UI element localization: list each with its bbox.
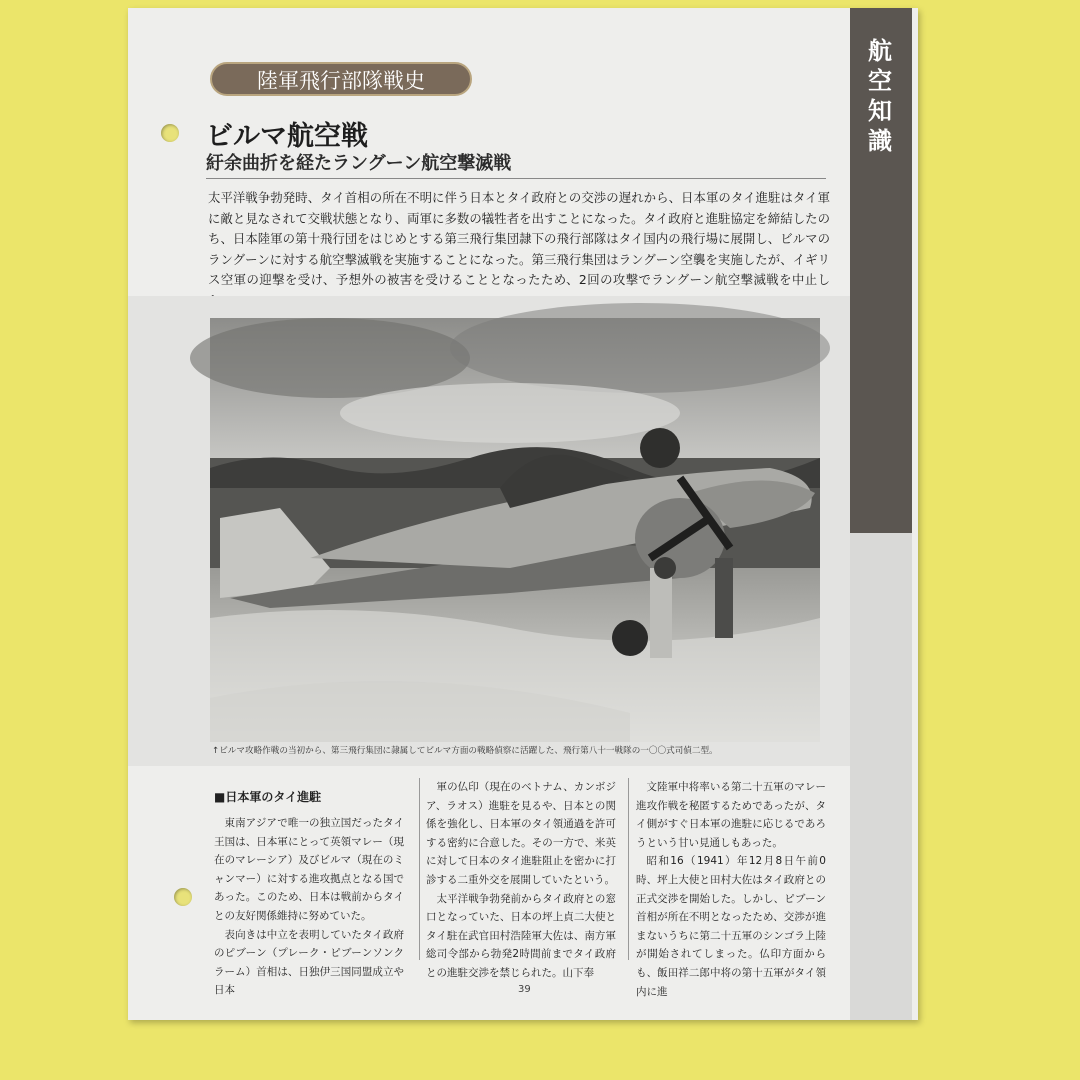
column-paragraph: 東南アジアで唯一の独立国だったタイ王国は、日本軍にとって英領マレー（現在のマレーシア）及びビルマ（現在のミャンマー）に対する進攻拠点となる国であった。このため、日本は戦前からタイとの友好関係維持に努めていた。 xyxy=(214,817,404,922)
column-paragraph: 軍の仏印（現在のベトナム、カンボジア、ラオス）進駐を見るや、日本との関係を強化し、日本軍のタイ領通過を許可する密約に合意した。その一方で、米英に対して日本のタイ進駐阻止を密かに打診する二重外交を展開していたという。 xyxy=(426,781,616,886)
section-side-tab xyxy=(850,8,912,533)
page-number: 39 xyxy=(518,984,531,995)
binder-hole xyxy=(161,124,179,142)
aircraft-photo-illustration xyxy=(210,318,820,742)
column-paragraph: 文陸軍中将率いる第二十五軍のマレー進攻作戦を秘匿するためであったが、タイ側がすぐ日本軍の進駐に応じるであろうという甘い見通しもあった。 xyxy=(636,781,826,849)
lead-paragraph: 太平洋戦争勃発時、タイ首相の所在不明に伴う日本とタイ政府との交渉の遅れから、日本軍のタイ進駐はタイ軍に敵と見なされて交戦状態となり、両軍に多数の犠牲者を出すことになった。タイ政府と進駐協定を締結したのち、日本陸軍の第十飛行団をはじめとする第三飛行集団隷下の飛行部隊はタイ国内の飛行場に展開し、ビルマのラングーンに対する航空撃滅戦を実施することになった。第三飛行集団はラングーン空襲を実施したが、イギリス空軍の迎撃を受け、予想外の被害を受けることとなったため、2回の攻撃でラングーン航空撃滅戦を中止し xyxy=(208,190,830,287)
column-paragraph: 太平洋戦争勃発前からタイ政府との窓口となっていた、日本の坪上貞二大使とタイ駐在武官田村浩陸軍大佐は、南方軍総司令部から勃発2時間前までタイ政府との進駐交渉を禁じられた。山下奉 xyxy=(426,892,616,979)
side-strip xyxy=(850,533,912,1020)
column-divider xyxy=(419,778,420,960)
text-column-3 xyxy=(636,778,826,998)
column-divider xyxy=(628,778,629,960)
magazine-page xyxy=(128,8,918,1020)
title-rule xyxy=(206,178,826,179)
binder-hole xyxy=(174,888,192,906)
photo-caption: ↑ビルマ攻略作戦の当初から、第三飛行集団に隷属してビルマ方面の戦略偵察に活躍した、飛行第八十一戦隊の一〇〇式司偵二型。 xyxy=(212,746,718,756)
aircraft-photo xyxy=(210,318,820,742)
section-heading: ■日本軍のタイ進駐 xyxy=(214,790,322,804)
side-tab-label: 航空知識 xyxy=(868,37,892,155)
column-paragraph: 昭和16（1941）年12月8日午前0時、坪上大使と田村大佐はタイ政府との正式交渉を開始した。しかし、ピブーン首相が所在不明となったため、交渉が進まないうちに第二十五軍のシンゴラ上陸が開始されてしまった。仏印方面からも、飯田祥二郎中将の第十五軍がタイ領内に進 xyxy=(636,855,826,998)
text-column-2 xyxy=(426,778,616,979)
article-subtitle: 紆余曲折を経たラングーン航空撃滅戦 xyxy=(206,153,512,174)
series-label: 陸軍飛行部隊戦史 xyxy=(210,62,472,96)
article-title: ビルマ航空戦 xyxy=(206,121,368,152)
text-column-1 xyxy=(214,778,404,997)
column-paragraph: 表向きは中立を表明していたタイ政府のピブーン（プレーク・ピブーンソンクラーム）首相は、日独伊三国同盟成立や日本 xyxy=(214,928,404,997)
